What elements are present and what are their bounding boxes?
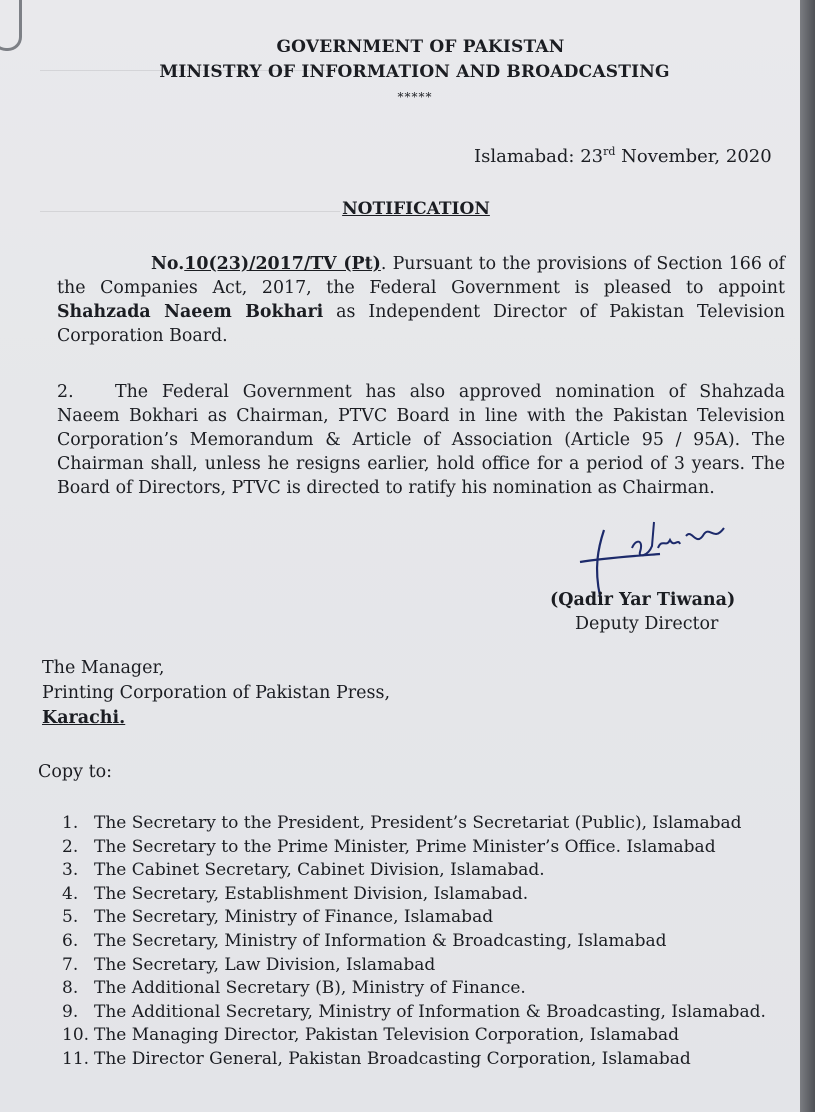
address-line-1: The Manager, — [42, 658, 165, 678]
list-number: 1. — [62, 813, 79, 833]
list-text: The Director General, Pakistan Broadcasting Corporation, Islamabad — [94, 1048, 691, 1069]
list-text: The Secretary to the President, President’s Secretariat (Public), Islamabad — [94, 813, 742, 833]
para2-text: The Federal Government has also approved nomination of Shahzada Naeem Bokhari as Chairman, PTVC Board in line with the Pakistan Television Corporation’s Memorandum & Article of Association (Article 95 / 95A). The Chairman shall, unless he resigns earlier, hold office for a period of 3 years. The Board of Directors, PTVC is directed to ratify his nomination as Chairman. — [57, 382, 785, 498]
paragraph-2 — [57, 380, 785, 500]
list-text: The Additional Secretary, Ministry of Information & Broadcasting, Islamabad. — [94, 1001, 766, 1022]
para1-text-a: . Pursuant to the provisions of Section 166 of the Companies Act, 2017, the Federal Government is pleased to appoint — [57, 254, 785, 298]
header-ministry: MINISTRY OF INFORMATION AND BROADCASTING — [159, 62, 670, 82]
para2-number: 2. — [57, 382, 74, 402]
list-number: 8. — [62, 978, 79, 999]
copy-list — [62, 812, 766, 1072]
list-text: The Cabinet Secretary, Cabinet Division, Islamabad. — [94, 860, 545, 881]
list-text: The Secretary, Establishment Division, Islamabad. — [94, 883, 529, 904]
list-item — [62, 1001, 766, 1025]
header-government: GOVERNMENT OF PAKISTAN — [276, 37, 565, 57]
address-line-2: Printing Corporation of Pakistan Press, — [42, 683, 391, 703]
date-ordinal: rd — [603, 145, 616, 158]
list-number: 5. — [62, 907, 79, 928]
appointee-name: Shahzada Naeem Bokhari — [57, 302, 324, 322]
list-item — [62, 1048, 766, 1072]
list-item — [62, 812, 766, 836]
list-text: The Additional Secretary (B), Ministry of Finance. — [94, 978, 526, 999]
signatory-name: (Qadir Yar Tiwana) — [550, 590, 736, 610]
notification-date — [474, 145, 772, 167]
copy-to-label: Copy to: — [38, 762, 113, 782]
date-prefix: Islamabad: 23 — [474, 146, 604, 167]
list-text: The Secretary, Ministry of Information & Broadcasting, Islamabad — [94, 930, 667, 951]
list-item — [62, 1024, 766, 1048]
ref-prefix: No. — [151, 254, 185, 274]
list-number: 4. — [62, 883, 79, 904]
paragraph-1 — [57, 252, 785, 348]
signatory-designation: Deputy Director — [575, 614, 719, 634]
list-item — [62, 883, 766, 907]
list-number: 7. — [62, 954, 79, 975]
signature — [574, 518, 754, 598]
list-item — [62, 930, 766, 954]
recipient-address — [42, 656, 390, 731]
para1-text-b: as Independent Director of Pakistan Television Corporation Board. — [57, 302, 785, 346]
list-item — [62, 977, 766, 1001]
reference-number: 10(23)/2017/TV (Pt) — [184, 254, 381, 274]
list-number: 9. — [62, 1001, 79, 1022]
list-item — [62, 836, 766, 860]
list-text: The Secretary, Law Division, Islamabad — [94, 954, 436, 975]
list-number: 11. — [62, 1048, 90, 1069]
list-number: 10. — [62, 1025, 90, 1046]
list-number: 3. — [62, 860, 79, 881]
list-item — [62, 954, 766, 978]
list-number: 2. — [62, 836, 79, 857]
address-city: Karachi. — [42, 708, 126, 728]
list-item — [62, 906, 766, 930]
list-text: The Secretary to the Prime Minister, Prime Minister’s Office. Islamabad — [94, 836, 716, 857]
list-item — [62, 859, 766, 883]
list-text: The Managing Director, Pakistan Television Corporation, Islamabad — [94, 1025, 679, 1046]
notification-title: NOTIFICATION — [342, 199, 490, 219]
date-suffix: November, 2020 — [615, 146, 772, 167]
list-text: The Secretary, Ministry of Finance, Islamabad — [94, 907, 494, 928]
header-stars: ***** — [397, 90, 433, 104]
desk-background — [800, 0, 815, 1112]
list-number: 6. — [62, 930, 79, 951]
